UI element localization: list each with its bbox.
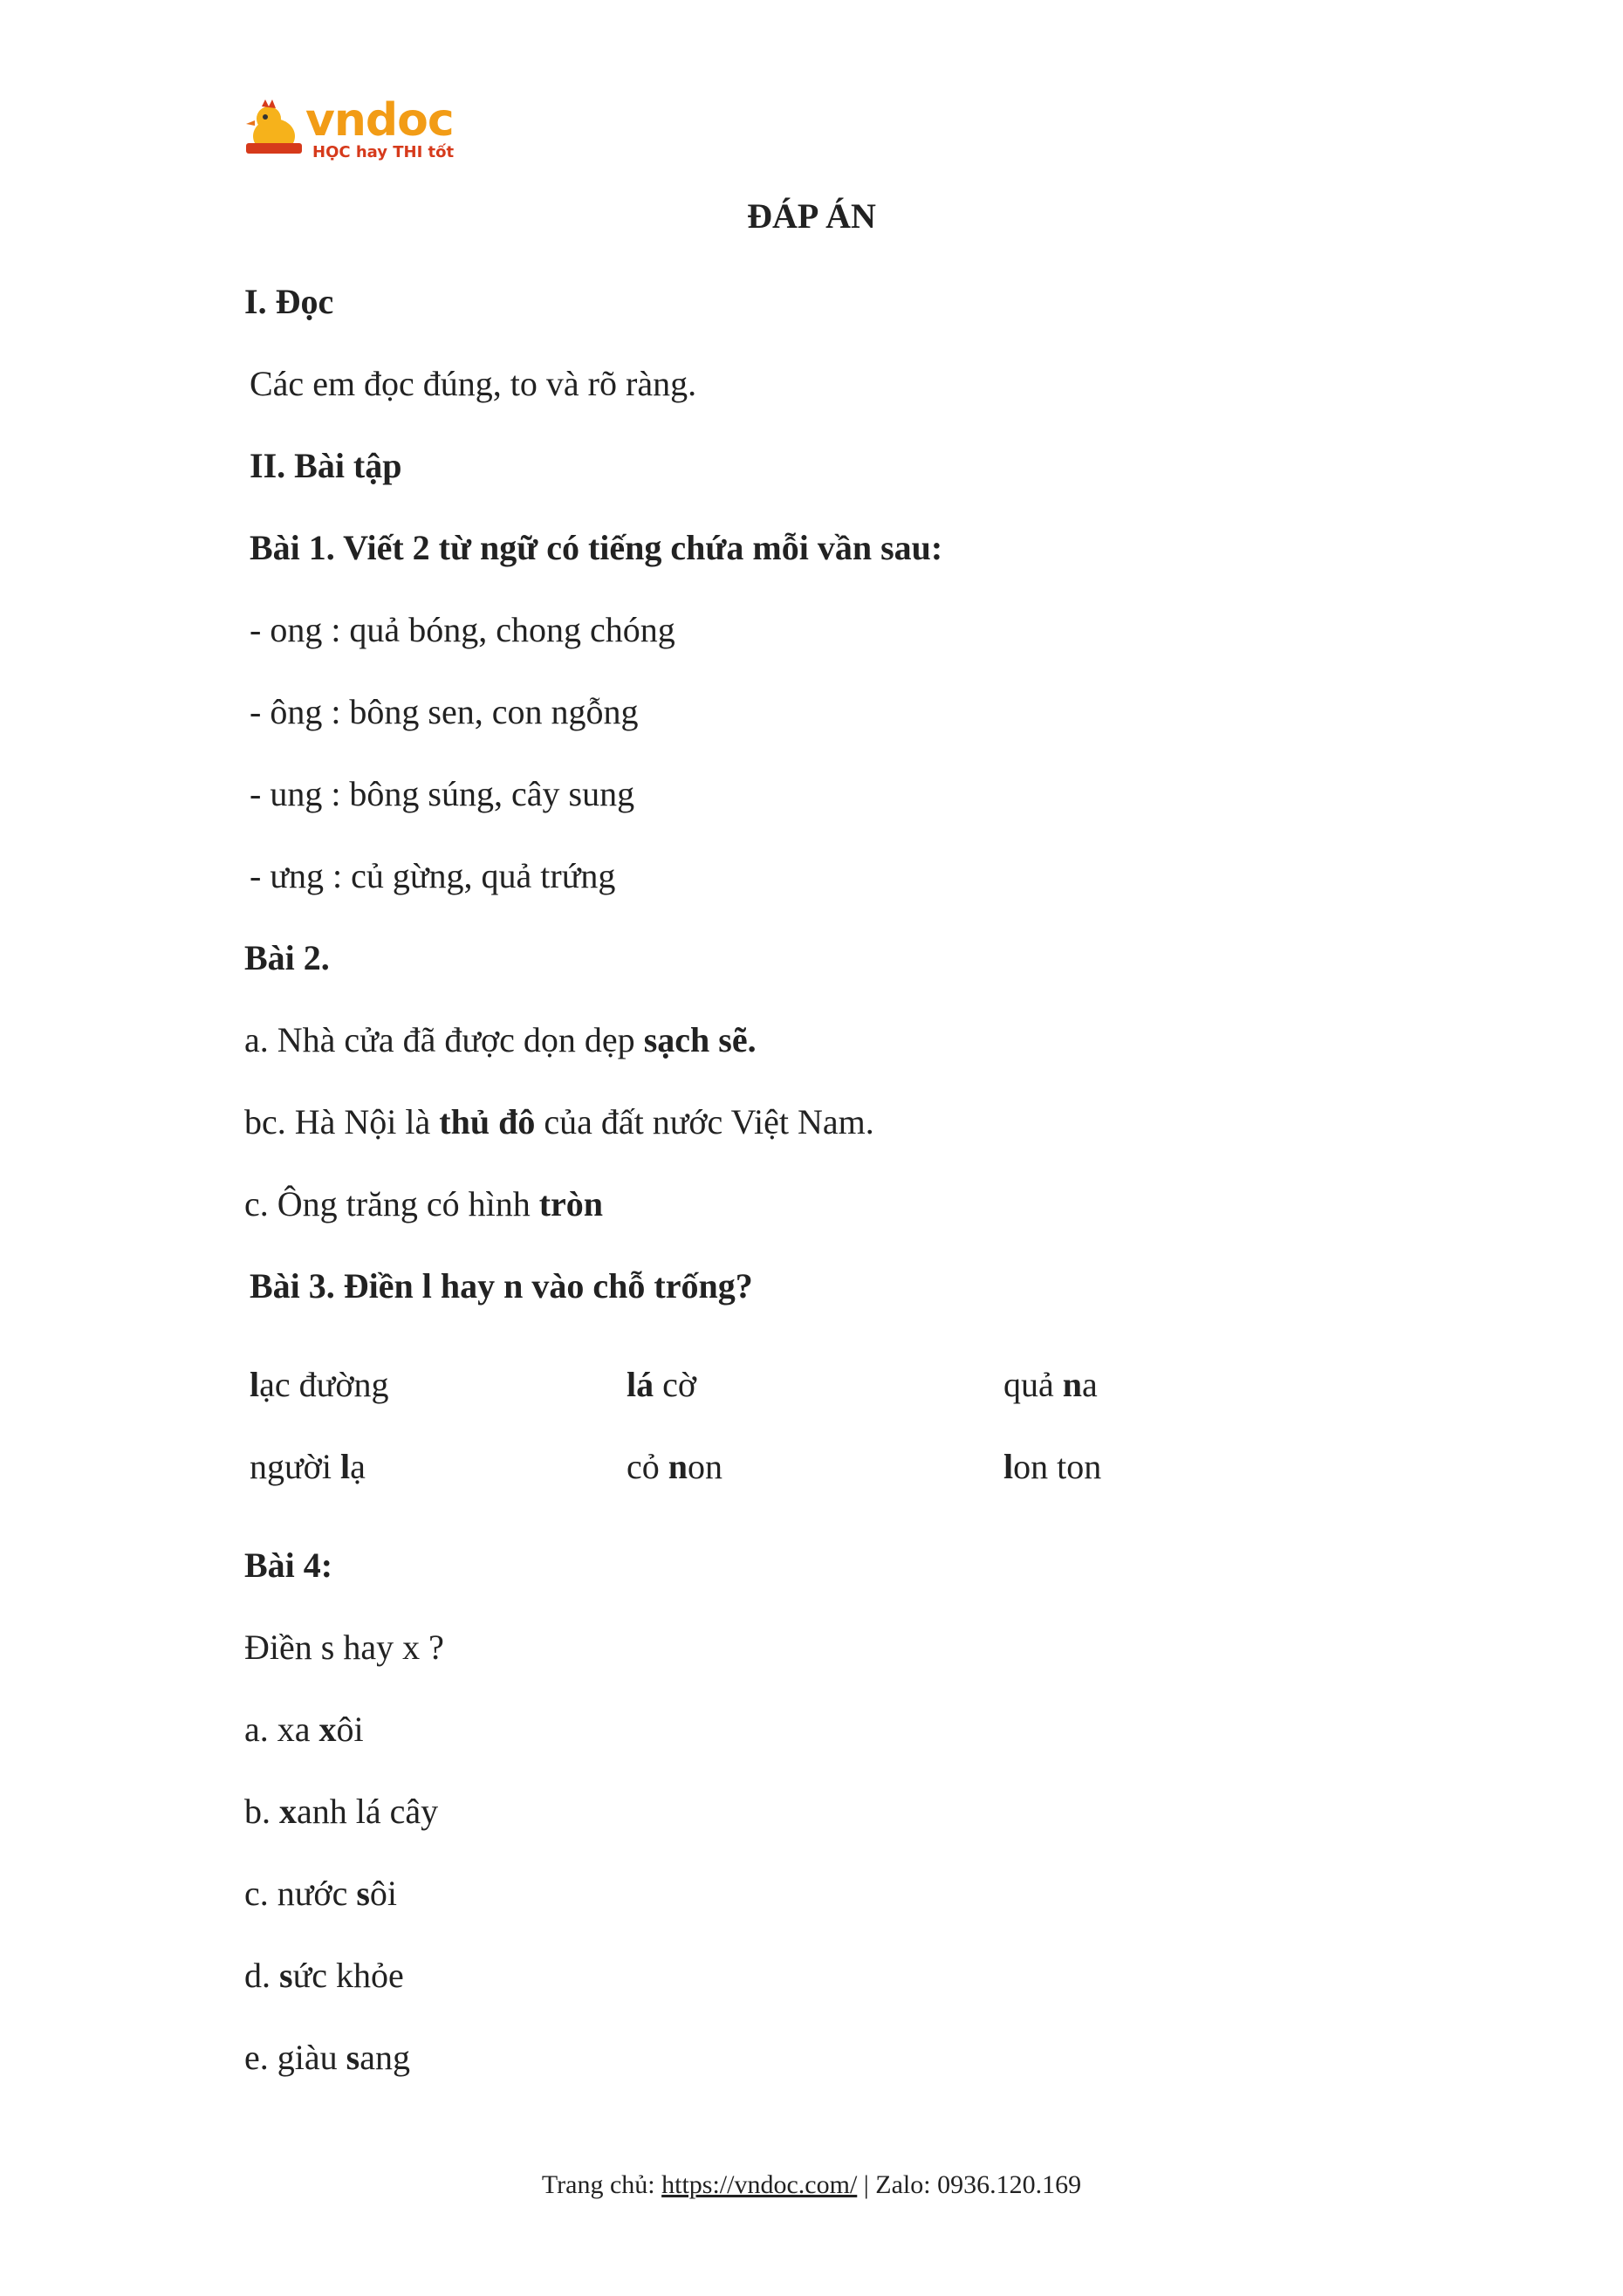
bai3-cell: lá cờ (627, 1365, 697, 1404)
homepage-link[interactable]: https://vndoc.com/ (661, 2170, 858, 2199)
answer-highlight: sạch sẽ. (643, 1020, 757, 1059)
bai4-item: a. xa xôi (244, 1710, 364, 1749)
chicken-mascot-icon (243, 98, 305, 161)
bai2-answer-c: c. Ông trăng có hình tròn (244, 1184, 604, 1223)
vndoc-logo[interactable] (243, 94, 455, 164)
bai4-item: c. nước sôi (244, 1874, 398, 1913)
bai3-cell: lon ton (1003, 1447, 1102, 1486)
footer-prefix: Trang chủ: (541, 2170, 662, 2199)
bai4-prompt: Điền s hay x ? (244, 1628, 444, 1667)
page-footer (0, 2168, 1623, 2203)
bai2-heading: Bài 2. (244, 938, 330, 977)
bai3-heading: Bài 3. Điền l hay n vào chỗ trống? (250, 1266, 753, 1306)
answer-highlight: tròn (538, 1184, 604, 1223)
page-title: ĐÁP ÁN (747, 196, 876, 236)
bai4-item: b. xanh lá cây (244, 1792, 439, 1831)
logo-wordmark: vndoc (305, 94, 454, 147)
bai1-heading: Bài 1. Viết 2 từ ngữ có tiếng chứa mỗi vần sau: (250, 528, 943, 567)
logo-tagline: HỌC hay THI tốt (312, 143, 455, 161)
bai1-item: - ông : bông sen, con ngỗng (250, 692, 639, 731)
footer-contact: | Zalo: 0936.120.169 (857, 2170, 1082, 2199)
bai4-item: e. giàu sang (244, 2038, 410, 2077)
bai1-item: - ong : quả bóng, chong chóng (250, 610, 675, 649)
section-2-heading: II. Bài tập (250, 446, 402, 485)
answer-highlight: thủ đô (439, 1102, 536, 1141)
section-1-text: Các em đọc đúng, to và rõ ràng. (250, 364, 697, 403)
bai2-answer-b: bc. Hà Nội là thủ đô của đất nước Việt Nam. (244, 1102, 874, 1141)
bai3-cell: quả na (1003, 1365, 1098, 1404)
bai1-item: - ung : bông súng, cây sung (250, 774, 635, 813)
bai3-cell: lạc đường (250, 1365, 389, 1404)
bai2-answer-a: a. Nhà cửa đã được dọn dẹp sạch sẽ. (244, 1020, 757, 1059)
bai3-cell: cỏ non (627, 1447, 723, 1486)
bai4-heading: Bài 4: (244, 1546, 333, 1585)
section-1-heading: I. Đọc (244, 282, 334, 321)
bai1-item: - ưng : củ gừng, quả trứng (250, 856, 616, 895)
bai4-item: d. sức khỏe (244, 1956, 404, 1995)
bai3-cell: người lạ (250, 1447, 366, 1486)
